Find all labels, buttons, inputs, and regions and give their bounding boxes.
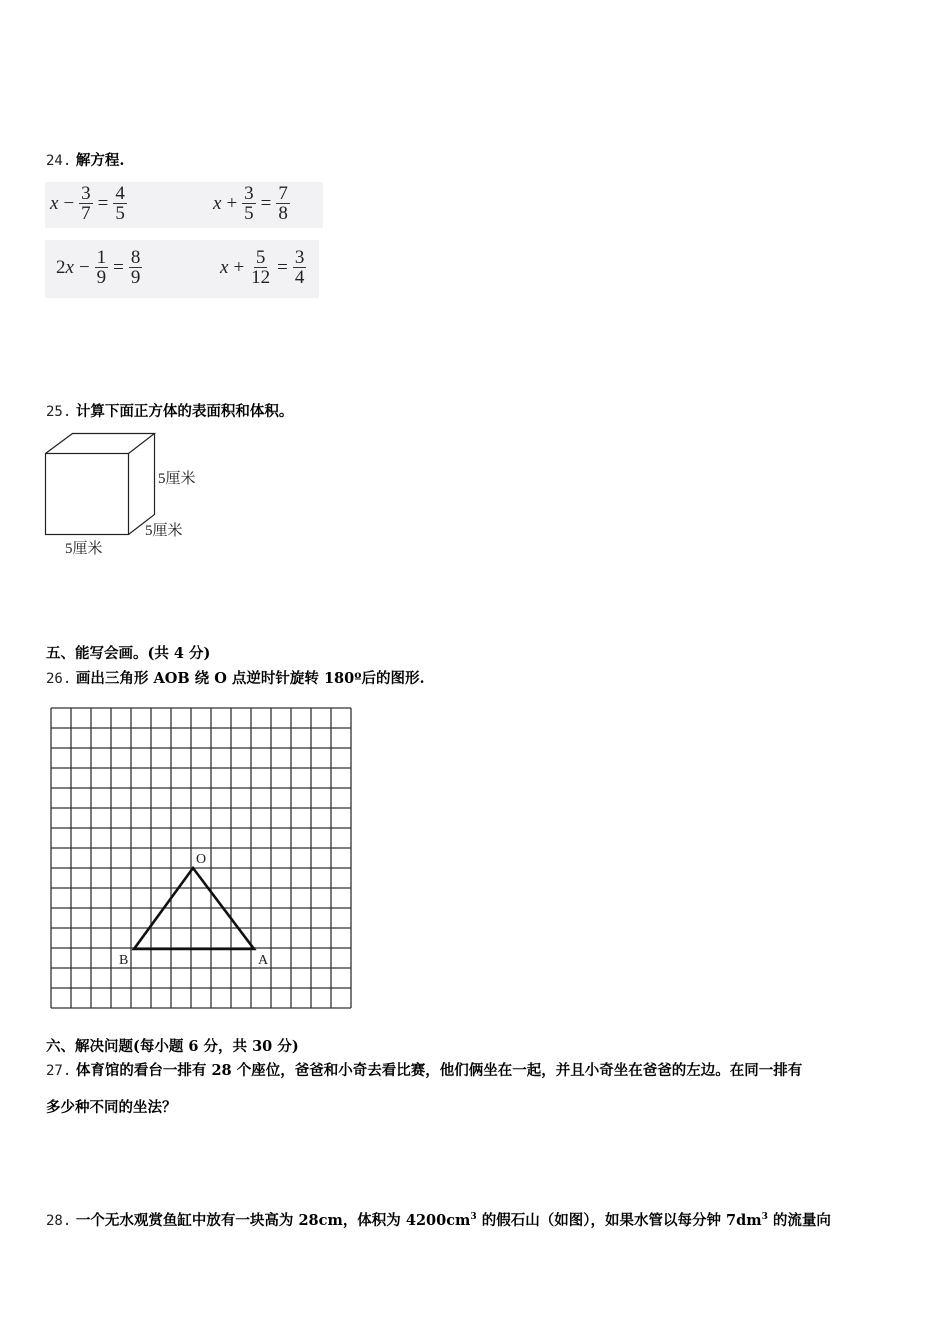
- denominator: 5: [115, 203, 125, 224]
- text: 28cm: [298, 1212, 343, 1229]
- numerator: 4: [115, 183, 125, 204]
- variable: x: [50, 192, 59, 214]
- text: 画出三角形: [75, 670, 154, 687]
- question-title: 计算下面正方体的表面积和体积。: [75, 403, 294, 420]
- question-27-line-1: [46, 1062, 802, 1080]
- text: 一个无水观赏鱼缸中放有一块高为: [75, 1212, 299, 1229]
- operator: +: [226, 192, 238, 214]
- question-28-heading: [46, 1208, 831, 1230]
- question-text: [76, 1212, 831, 1229]
- question-number: 25.: [46, 404, 72, 420]
- text: 28: [211, 1062, 232, 1079]
- text: 4200cm: [405, 1212, 471, 1229]
- variable: x: [213, 192, 222, 214]
- question-text: [76, 1062, 802, 1079]
- text: O: [214, 670, 227, 687]
- numerator: 3: [244, 183, 254, 204]
- variable: x: [220, 256, 229, 278]
- question-number: 27.: [46, 1063, 72, 1079]
- numerator: 5: [255, 247, 266, 268]
- text: 后的图形.: [361, 670, 425, 687]
- text: 7dm: [726, 1212, 762, 1229]
- text: 体育馆的看台一排有: [75, 1062, 212, 1079]
- numerator: 1: [96, 247, 107, 268]
- superscript: 3: [470, 1212, 477, 1222]
- denominator: 4: [294, 267, 305, 288]
- equals-sign: =: [260, 192, 272, 214]
- text: AOB: [153, 670, 190, 687]
- text: 180º: [323, 670, 362, 687]
- text: 绕: [189, 670, 215, 687]
- numerator: 7: [278, 183, 288, 204]
- text: 的假石山（如图），如果水管以每分钟: [476, 1212, 727, 1229]
- question-27-line-2: [46, 1099, 177, 1117]
- operator: +: [233, 256, 245, 278]
- point-a-label: A: [258, 953, 269, 968]
- question-text: 多少种不同的坐法？: [46, 1099, 177, 1116]
- numerator: 3: [81, 183, 91, 204]
- text: ，体积为: [342, 1212, 406, 1229]
- superscript: 3: [761, 1212, 768, 1222]
- operator: −: [78, 256, 90, 278]
- equals-sign: =: [97, 192, 109, 214]
- variable: x: [65, 256, 74, 278]
- question-title: 解方程.: [75, 152, 125, 169]
- section-title: 五、能写会画。(共 4 分): [46, 645, 211, 662]
- question-number: 28.: [46, 1213, 72, 1229]
- equals-sign: =: [113, 256, 124, 278]
- text: 的流量向: [767, 1212, 831, 1229]
- denominator: 12: [251, 267, 271, 288]
- cube-width-label: 5厘米: [65, 541, 103, 557]
- cube-height-label: 5厘米: [158, 471, 196, 487]
- cube-depth-label: 5厘米: [145, 523, 183, 539]
- point-b-label: B: [119, 953, 129, 968]
- denominator: 8: [278, 203, 288, 224]
- section-title: 六、解决问题(每小题 6 分，共 30 分): [46, 1038, 299, 1055]
- denominator: 5: [244, 203, 254, 224]
- numerator: 3: [294, 247, 305, 268]
- numerator: 8: [130, 247, 141, 268]
- denominator: 9: [130, 267, 141, 288]
- operator: −: [63, 192, 75, 214]
- point-o-label: O: [196, 852, 207, 867]
- question-number: 26.: [46, 671, 72, 687]
- denominator: 7: [81, 203, 91, 224]
- equals-sign: =: [277, 256, 288, 278]
- text: 点逆时针旋转: [226, 670, 324, 687]
- coefficient: 2: [56, 256, 66, 278]
- denominator: 9: [96, 267, 107, 288]
- section-6-heading: [46, 1038, 299, 1056]
- text: 个座位，爸爸和小奇去看比赛，他们俩坐在一起，并且小奇坐在爸爸的左边。在同一排有: [231, 1062, 803, 1079]
- question-number: 24.: [46, 153, 72, 169]
